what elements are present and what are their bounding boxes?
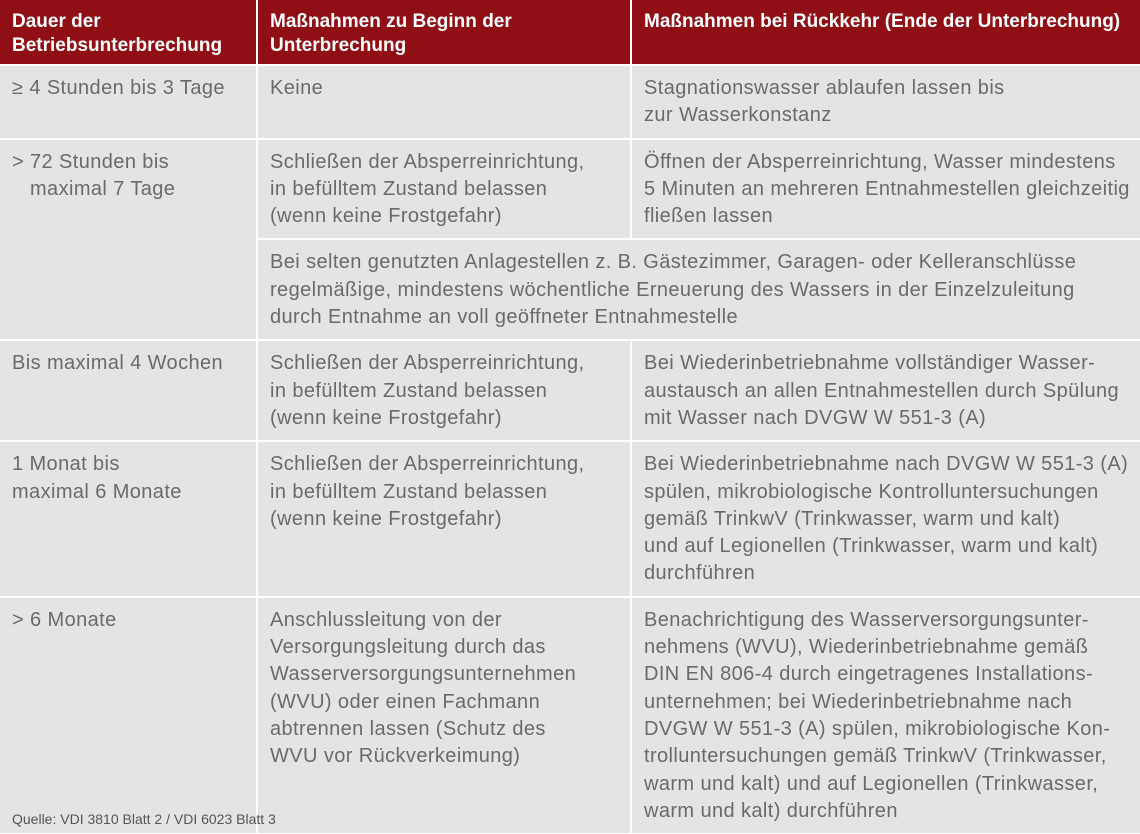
start-cell xyxy=(257,65,631,139)
duration-cell xyxy=(0,441,257,596)
cell-line: abtrennen lassen (Schutz des xyxy=(270,717,546,740)
cell-line: Schließen der Absperreinrichtung, xyxy=(270,150,585,173)
cell-line: Bis maximal 4 Wochen xyxy=(12,352,224,375)
cell-line: maximal 6 Monate xyxy=(12,480,182,503)
cell-line: Benachrichtigung des Wasserversorgungsunter- xyxy=(644,608,1089,631)
note-cell xyxy=(257,239,1140,340)
header-start-line: der Unterbrechung xyxy=(270,11,512,56)
header-row xyxy=(0,0,1140,65)
table-row xyxy=(0,139,1140,240)
cell-line: unternehmen; bei Wiederinbetriebnahme nach xyxy=(644,690,1073,713)
cell-line: und auf Legionellen (Trinkwasser, warm und kalt) xyxy=(644,535,1099,558)
cell-line: > 6 Monate xyxy=(12,608,117,631)
cell-line: Versorgungsleitung durch das xyxy=(270,636,546,659)
cell-line: Bei Wiederinbetriebnahme nach DVGW W 551-3 (A) xyxy=(644,453,1129,476)
cell-line: Anschlussleitung von der xyxy=(270,608,502,631)
cell-line: in befülltem Zustand belassen xyxy=(270,379,548,402)
return-cell xyxy=(631,139,1140,240)
cell-line: WVU vor Rückverkeimung) xyxy=(270,745,521,768)
cell-line: Öffnen der Absperreinrichtung, Wasser mindestens xyxy=(644,150,1116,173)
cell-line: 5 Minuten an mehreren Entnahmestellen gleichzeitig xyxy=(644,177,1130,200)
start-cell xyxy=(257,139,631,240)
duration-cell xyxy=(0,65,257,139)
table-row xyxy=(0,441,1140,596)
cell-line: 1 Monat bis xyxy=(12,453,120,476)
return-cell xyxy=(631,340,1140,441)
cell-line: (wenn keine Frostgefahr) xyxy=(270,406,502,429)
table-row xyxy=(0,340,1140,441)
cell-line: Stagnationswasser ablaufen lassen bis xyxy=(644,77,1005,99)
cell-line: Keine xyxy=(270,77,324,99)
header-duration-line: Dauer der xyxy=(12,11,101,32)
cell-line: maximal 7 Tage xyxy=(30,177,176,200)
table-header xyxy=(0,0,1140,65)
header-duration xyxy=(0,0,257,65)
cell-line: regelmäßige, mindestens wöchentliche Erneuerung des Wassers in der Einzelzuleitung xyxy=(270,278,1075,301)
source-caption: Quelle: VDI 3810 Blatt 2 / VDI 6023 Blatt 3 xyxy=(12,811,276,827)
cell-line: zur Wasserkonstanz xyxy=(644,104,832,127)
cell-line: DIN EN 806-4 durch eingetragenes Installations- xyxy=(644,663,1094,686)
cell-line: in befülltem Zustand belassen xyxy=(270,480,548,503)
cell-line: ≥ 4 Stunden bis 3 Tage xyxy=(12,77,225,99)
header-return-line: (Ende der Unterbrechung) xyxy=(884,11,1121,32)
cell-line: > 72 Stunden bis xyxy=(12,150,170,173)
start-cell xyxy=(257,597,631,833)
cell-line: (wenn keine Frostgefahr) xyxy=(270,507,502,530)
header-return-line: Maßnahmen bei Rückkehr xyxy=(644,11,880,32)
table-row xyxy=(0,597,1140,833)
cell-line: warm und kalt) durchführen xyxy=(644,799,898,822)
cell-line: mit Wasser nach DVGW W 551-3 (A) xyxy=(644,406,987,429)
return-cell xyxy=(631,441,1140,596)
return-cell xyxy=(631,65,1140,139)
header-start-measures xyxy=(257,0,631,65)
cell-line: (WVU) oder einen Fachmann xyxy=(270,690,541,713)
cell-line: Schließen der Absperreinrichtung, xyxy=(270,352,585,375)
table-body xyxy=(0,65,1140,833)
cell-line: in befülltem Zustand belassen xyxy=(270,177,548,200)
cell-line: Schließen der Absperreinrichtung, xyxy=(270,453,585,476)
duration-cell xyxy=(0,139,257,341)
header-start-line: Maßnahmen zu Beginn xyxy=(270,11,477,32)
cell-line: fließen lassen xyxy=(644,205,773,228)
cell-line: durchführen xyxy=(644,562,756,585)
header-duration-line: Betriebsunterbrechung xyxy=(12,35,223,56)
return-cell xyxy=(631,597,1140,833)
duration-cell xyxy=(0,597,257,833)
cell-line: Bei selten genutzten Anlagestellen z. B. Gästezimmer, Garagen- oder Kelleranschlüsse xyxy=(270,251,1077,274)
cell-line: Wasserversorgungsunternehmen xyxy=(270,663,577,686)
cell-line: spülen, mikrobiologische Kontrolluntersuchungen xyxy=(644,480,1099,503)
cell-line: Bei Wiederinbetriebnahme vollständiger Wasser- xyxy=(644,352,1096,375)
header-return-measures xyxy=(631,0,1140,65)
start-cell xyxy=(257,340,631,441)
table-row xyxy=(0,65,1140,139)
cell-line: nehmens (WVU), Wiederinbetriebnahme gemäß xyxy=(644,636,1089,659)
start-cell xyxy=(257,441,631,596)
cell-line: trolluntersuchungen gemäß TrinkwV (Trinkwasser, xyxy=(644,745,1107,768)
cell-line: warm und kalt) und auf Legionellen (Trinkwasser, xyxy=(644,772,1099,795)
cell-line: austausch an allen Entnahmestellen durch Spülung xyxy=(644,379,1120,402)
cell-line: gemäß TrinkwV (Trinkwasser, warm und kalt) xyxy=(644,507,1061,530)
cell-line: (wenn keine Frostgefahr) xyxy=(270,205,502,228)
duration-cell xyxy=(0,340,257,441)
cell-line: DVGW W 551-3 (A) spülen, mikrobiologische Kon- xyxy=(644,717,1111,740)
cell-line: durch Entnahme an voll geöffneter Entnahmestelle xyxy=(270,306,739,329)
